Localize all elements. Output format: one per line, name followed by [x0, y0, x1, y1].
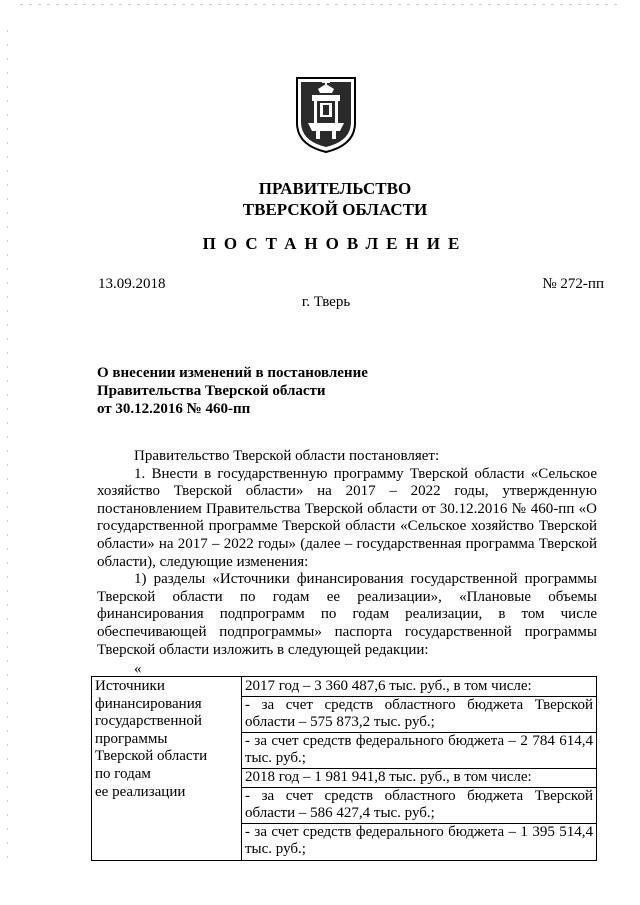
- funding-sources-label: [92, 677, 242, 861]
- label-line: программы: [95, 730, 168, 747]
- government-line-2: ТВЕРСКОЙ ОБЛАСТИ: [242, 200, 428, 219]
- year-2017-regional: - за счет средств областного бюджета Тверской области – 575 873,2 тыс. руб.;: [242, 696, 596, 732]
- year-2018-total: 2018 год – 1 981 941,8 тыс. руб., в том числе:: [242, 768, 596, 787]
- label-line: Источники: [95, 678, 165, 694]
- decree-city: г. Тверь: [301, 294, 351, 310]
- body-paragraph-3: 1) разделы «Источники финансирования государственной программы Тверской области по годам ее реализации», «Плановые объемы финансирования подпрограмм по годам реализации, в том числе обеспечивающей подпрограммы» паспорта государственной программы Тверской области изложить в следующей редакции:: [97, 571, 597, 658]
- label-line: ее реализации: [95, 783, 186, 800]
- year-2017-federal: - за счет средств федерального бюджета – 2 784 614,4 тыс. руб.;: [242, 732, 596, 768]
- decree-body: [97, 448, 597, 659]
- coat-of-arms-icon: [294, 75, 358, 155]
- label-line: финансирования: [95, 695, 202, 712]
- subject-line-3: от 30.12.2016 № 460-пп: [97, 401, 251, 417]
- label-line: государственной: [95, 713, 202, 730]
- funding-table: [91, 676, 597, 861]
- subject-line-2: Правительства Тверской области: [97, 383, 326, 399]
- government-name: [0, 178, 640, 220]
- scan-artifact-top: [20, 4, 620, 5]
- year-2017-total: 2017 год – 3 360 487,6 тыс. руб., в том числе:: [245, 678, 532, 694]
- label-line: Тверской области: [95, 748, 208, 765]
- funding-sources-values: [242, 677, 597, 861]
- decree-number: № 272-пп: [542, 276, 604, 292]
- quote-open-mark: «: [134, 661, 142, 677]
- table-row: [92, 677, 597, 861]
- year-2018-federal: - за счет средств федерального бюджета – 1 395 514,4 тыс. руб.;: [242, 823, 596, 859]
- year-2018-regional: - за счет средств областного бюджета Тверской области – 586 427,4 тыс. руб.;: [242, 787, 596, 823]
- decree-date: 13.09.2018: [98, 276, 166, 292]
- decree-title: ПОСТАНОВЛЕНИЕ: [202, 234, 468, 253]
- government-line-1: ПРАВИТЕЛЬСТВО: [258, 179, 412, 198]
- body-paragraph-1: Правительство Тверской области постановляет:: [134, 448, 440, 464]
- scan-artifact-left: [7, 30, 8, 865]
- body-paragraph-2: 1. Внести в государственную программу Тверской области «Сельское хозяйство Тверской области» на 2017 – 2022 годы, утвержденную постановлением Правительства Тверской области от 30.12.2016 № 460-пп «О государственной программе Тверской области «Сельское хозяйство Тверской области» на 2017 – 2022 годы» (далее – государственная программа Тверской области), следующие изменения:: [97, 465, 597, 570]
- label-line: по годам: [95, 765, 151, 782]
- decree-subject: [97, 364, 368, 418]
- subject-line-1: О внесении изменений в постановление: [97, 365, 368, 381]
